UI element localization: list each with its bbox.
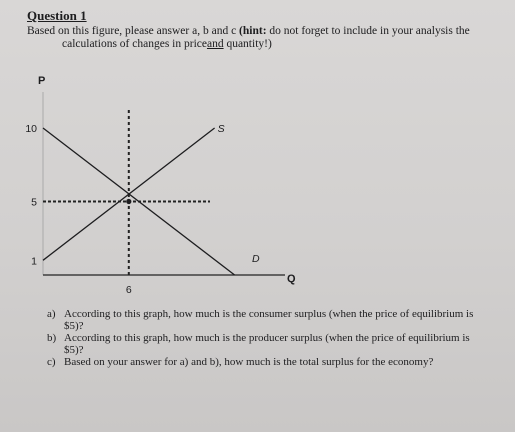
question-part-c bbox=[47, 357, 487, 369]
intro-hint-label: (hint: bbox=[239, 25, 267, 37]
supply-curve-label: S bbox=[217, 123, 225, 135]
intro-cont-a: calculations of changes in price bbox=[62, 38, 207, 50]
part-marker: a) bbox=[47, 308, 56, 320]
part-text: According to this graph, how much is the producer surplus (when the price of equilibrium is $5)? bbox=[64, 332, 470, 356]
part-marker: b) bbox=[47, 332, 57, 344]
y-tick-label: 10 bbox=[25, 123, 37, 135]
demand-curve-label: D bbox=[252, 253, 260, 265]
x-axis-label: Q bbox=[287, 273, 296, 285]
part-text: According to this graph, how much is the consumer surplus (when the price of equilibrium is $5)? bbox=[64, 308, 474, 332]
question-part-a bbox=[47, 309, 487, 332]
y-tick-label: 1 bbox=[31, 255, 37, 268]
intro-lead-text: Based on this figure, please answer a, b and c bbox=[27, 25, 240, 37]
part-marker: c) bbox=[47, 356, 56, 368]
equilibrium-point bbox=[126, 199, 131, 204]
part-text: Based on your answer for a) and b), how much is the total surplus for the economy? bbox=[64, 356, 434, 368]
intro-cont-c: quantity!) bbox=[223, 38, 272, 50]
question-part-b bbox=[47, 333, 487, 356]
y-axis-label: P bbox=[38, 75, 46, 87]
y-tick-label: 5 bbox=[31, 196, 37, 209]
question-parts bbox=[47, 309, 487, 370]
x-tick-label: 6 bbox=[125, 284, 132, 296]
question-title: Question 1 bbox=[27, 8, 87, 23]
intro-hint-text: do not forget to include in your analysis the bbox=[266, 25, 470, 37]
intro-cont-b: and bbox=[206, 38, 224, 50]
